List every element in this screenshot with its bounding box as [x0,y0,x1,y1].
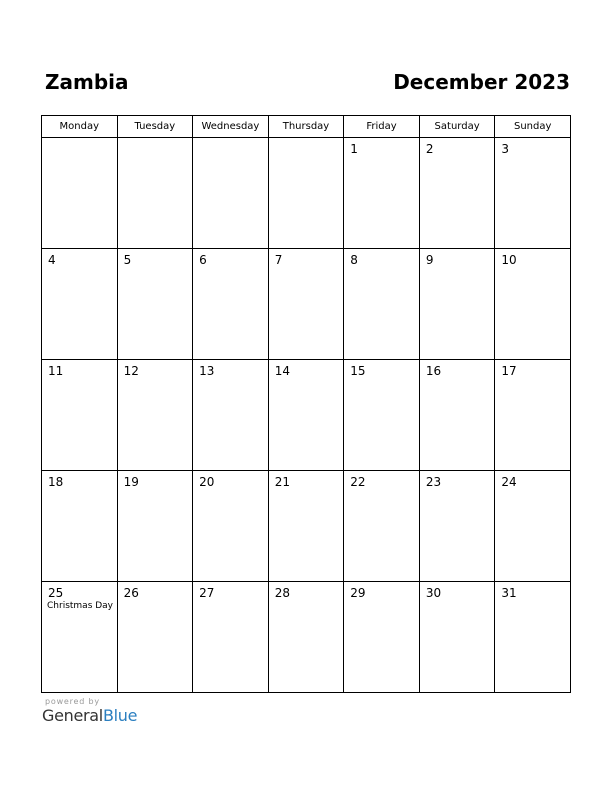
weekday-sunday: Sunday [495,116,571,138]
week-row [42,582,571,693]
day-cell [268,582,344,693]
day-number: 4 [48,253,56,267]
day-cell [42,138,118,249]
day-cell [42,582,118,693]
day-number: 16 [425,364,442,378]
day-number: 26 [123,586,139,600]
day-number: 7 [274,253,283,267]
day-number: 13 [199,364,215,378]
day-cell [495,582,571,693]
day-cell [117,582,193,693]
day-number: 14 [274,364,290,378]
day-cell [193,360,269,471]
day-cell [495,138,571,249]
day-cell [42,360,118,471]
day-number: 2 [425,142,434,156]
day-cell [193,249,269,360]
powered-by-text: powered by [45,697,100,706]
day-cell [193,138,269,249]
day-cell [42,249,118,360]
weekday-wednesday: Wednesday [193,116,269,138]
day-cell [495,471,571,582]
calendar-header [41,70,570,100]
weekday-saturday: Saturday [419,116,495,138]
weekday-monday: Monday [42,116,118,138]
day-cell [419,471,495,582]
day-number: 25 [48,586,64,600]
day-number [118,138,193,142]
day-number: 30 [425,586,442,600]
week-row [42,471,571,582]
country-title: Zambia [45,70,129,94]
day-number: 6 [199,253,207,267]
day-number: 17 [501,364,517,378]
weekday-friday: Friday [344,116,420,138]
day-cell [193,582,269,693]
day-number: 5 [123,253,132,267]
day-number: 8 [350,253,358,267]
brand-general: General [42,706,103,725]
week-row [42,138,571,249]
day-cell [495,360,571,471]
day-number: 24 [501,475,517,489]
day-cell [419,582,495,693]
day-number: 3 [501,142,510,156]
weekday-thursday: Thursday [268,116,344,138]
day-number [269,138,344,142]
day-cell [419,138,495,249]
week-row [42,360,571,471]
day-cell [268,249,344,360]
weekday-header-row [42,116,571,138]
brand-blue: Blue [102,706,138,725]
day-number [193,138,268,142]
day-number: 21 [274,475,290,489]
day-cell [117,249,193,360]
day-number: 23 [425,475,442,489]
day-cell [344,138,420,249]
day-number: 29 [350,586,366,600]
day-number: 9 [425,253,434,267]
day-cell [344,582,420,693]
day-number: 20 [199,475,215,489]
month-title: December 2023 [393,70,570,94]
day-number: 11 [48,364,64,378]
day-number: 28 [274,586,290,600]
day-cell [419,360,495,471]
day-cell [268,360,344,471]
day-cell [117,471,193,582]
generalblue-logo[interactable] [42,706,137,725]
day-cell [42,471,118,582]
day-number: 18 [48,475,64,489]
calendar-grid [41,115,571,693]
day-number: 31 [501,586,517,600]
day-cell [344,360,420,471]
day-cell [117,360,193,471]
day-cell [117,138,193,249]
weekday-tuesday: Tuesday [117,116,193,138]
day-cell [268,138,344,249]
day-number [42,138,117,142]
day-number: 15 [350,364,366,378]
day-cell [419,249,495,360]
day-number: 22 [350,475,366,489]
day-cell [193,471,269,582]
day-number: 1 [350,142,358,156]
holiday-label: Christmas Day [47,601,114,611]
day-cell [344,471,420,582]
day-number: 10 [501,253,517,267]
day-number: 12 [123,364,139,378]
footer [42,697,137,725]
day-cell [344,249,420,360]
week-row [42,249,571,360]
day-cell [495,249,571,360]
day-number: 19 [123,475,139,489]
day-number: 27 [199,586,215,600]
day-cell [268,471,344,582]
